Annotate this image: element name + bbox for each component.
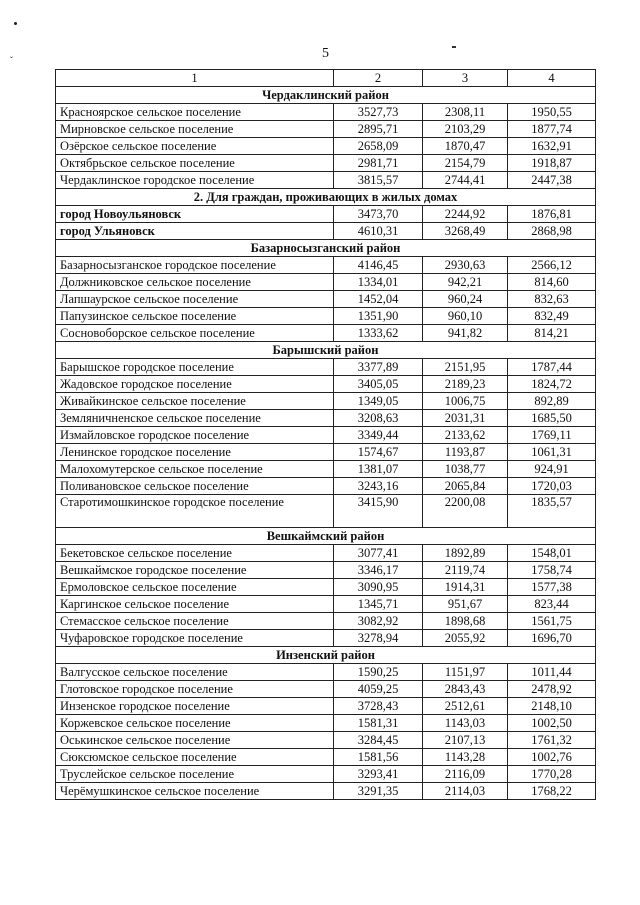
section-title: Барышский район [56, 342, 596, 359]
settlement-name: Каргинское сельское поселение [56, 596, 334, 613]
table-row [56, 257, 596, 274]
value-cell-col3: 2103,29 [423, 121, 508, 138]
table-row [56, 291, 596, 308]
value-cell-col4: 892,89 [508, 393, 596, 410]
value-cell-col3: 2116,09 [423, 766, 508, 783]
value-cell-col4: 1877,74 [508, 121, 596, 138]
table-row [56, 732, 596, 749]
table-body [56, 70, 596, 800]
settlement-name: город Ульяновск [56, 223, 334, 240]
value-cell-col2: 3284,45 [334, 732, 423, 749]
table-row [56, 410, 596, 427]
settlement-name: Сюксюмское сельское поселение [56, 749, 334, 766]
value-cell-col3: 2512,61 [423, 698, 508, 715]
value-cell-col3: 1151,97 [423, 664, 508, 681]
value-cell-col4: 814,60 [508, 274, 596, 291]
value-cell-col3: 1038,77 [423, 461, 508, 478]
value-cell-col3: 1898,68 [423, 613, 508, 630]
value-cell-col4: 1918,87 [508, 155, 596, 172]
settlement-name: Стемасское сельское поселение [56, 613, 334, 630]
table-row [56, 545, 596, 562]
value-cell-col3: 1143,28 [423, 749, 508, 766]
section-title: Вешкаймский район [56, 528, 596, 545]
value-cell-col2: 2981,71 [334, 155, 423, 172]
value-cell-col2: 1334,01 [334, 274, 423, 291]
tariff-table [55, 69, 596, 800]
settlement-name: Барышское городское поселение [56, 359, 334, 376]
settlement-name: Малохомутерское сельское поселение [56, 461, 334, 478]
value-cell-col4: 2868,98 [508, 223, 596, 240]
value-cell-col3: 3268,49 [423, 223, 508, 240]
value-cell-col4: 1720,03 [508, 478, 596, 495]
value-cell-col2: 3291,35 [334, 783, 423, 800]
value-cell-col2: 3405,05 [334, 376, 423, 393]
section-title: Инзенский район [56, 647, 596, 664]
settlement-name: Сосновоборское сельское поселение [56, 325, 334, 342]
value-cell-col4: 832,63 [508, 291, 596, 308]
table-row [56, 121, 596, 138]
value-cell-col4: 1061,31 [508, 444, 596, 461]
value-cell-col4: 1002,50 [508, 715, 596, 732]
value-cell-col2: 3077,41 [334, 545, 423, 562]
section-header-row [56, 342, 596, 359]
section-header-row [56, 528, 596, 545]
value-cell-col3: 2119,74 [423, 562, 508, 579]
header-cell: 1 [56, 70, 334, 87]
value-cell-col4: 1561,75 [508, 613, 596, 630]
value-cell-col3: 2200,08 [423, 495, 508, 528]
scan-speck [14, 22, 17, 25]
table-row [56, 783, 596, 800]
settlement-name: Лапшаурское сельское поселение [56, 291, 334, 308]
table-row [56, 376, 596, 393]
table-row [56, 478, 596, 495]
settlement-name: Коржевское сельское поселение [56, 715, 334, 732]
value-cell-col3: 1870,47 [423, 138, 508, 155]
value-cell-col4: 1002,76 [508, 749, 596, 766]
table-row [56, 427, 596, 444]
settlement-name: Красноярское сельское поселение [56, 104, 334, 121]
value-cell-col3: 942,21 [423, 274, 508, 291]
value-cell-col4: 1758,74 [508, 562, 596, 579]
table-row [56, 223, 596, 240]
value-cell-col2: 3415,90 [334, 495, 423, 528]
value-cell-col4: 2478,92 [508, 681, 596, 698]
value-cell-col2: 3278,94 [334, 630, 423, 647]
value-cell-col4: 1876,81 [508, 206, 596, 223]
settlement-name: Чуфаровское городское поселение [56, 630, 334, 647]
value-cell-col3: 2244,92 [423, 206, 508, 223]
value-cell-col4: 1787,44 [508, 359, 596, 376]
value-cell-col3: 2151,95 [423, 359, 508, 376]
value-cell-col2: 3293,41 [334, 766, 423, 783]
table-row [56, 461, 596, 478]
value-cell-col4: 814,21 [508, 325, 596, 342]
value-cell-col2: 3243,16 [334, 478, 423, 495]
value-cell-col2: 4146,45 [334, 257, 423, 274]
section-header-row [56, 87, 596, 104]
value-cell-col2: 3082,92 [334, 613, 423, 630]
value-cell-col3: 2107,13 [423, 732, 508, 749]
settlement-name: Старотимошкинское городское поселение [56, 495, 334, 528]
section-header-row [56, 240, 596, 257]
settlement-name: Озёрское сельское поселение [56, 138, 334, 155]
settlement-name: Чердаклинское городское поселение [56, 172, 334, 189]
scan-speck: ˇ [10, 55, 13, 65]
value-cell-col2: 3377,89 [334, 359, 423, 376]
settlement-name: Поливановское сельское поселение [56, 478, 334, 495]
value-cell-col3: 2065,84 [423, 478, 508, 495]
table-row [56, 681, 596, 698]
value-cell-col4: 823,44 [508, 596, 596, 613]
value-cell-col2: 1574,67 [334, 444, 423, 461]
header-cell: 4 [508, 70, 596, 87]
table-row [56, 274, 596, 291]
table-row [56, 630, 596, 647]
settlement-name: город Новоульяновск [56, 206, 334, 223]
value-cell-col4: 1011,44 [508, 664, 596, 681]
section-header-row [56, 647, 596, 664]
value-cell-col3: 2308,11 [423, 104, 508, 121]
table-row [56, 308, 596, 325]
value-cell-col4: 2148,10 [508, 698, 596, 715]
value-cell-col4: 1770,28 [508, 766, 596, 783]
settlement-name: Папузинское сельское поселение [56, 308, 334, 325]
settlement-name: Земляничненское сельское поселение [56, 410, 334, 427]
value-cell-col3: 1006,75 [423, 393, 508, 410]
value-cell-col2: 1351,90 [334, 308, 423, 325]
settlement-name: Октябрьское сельское поселение [56, 155, 334, 172]
value-cell-col3: 1193,87 [423, 444, 508, 461]
page-number: 5 [322, 46, 329, 61]
settlement-name: Черёмушкинское сельское поселение [56, 783, 334, 800]
value-cell-col4: 1950,55 [508, 104, 596, 121]
value-cell-col4: 2447,38 [508, 172, 596, 189]
value-cell-col3: 2930,63 [423, 257, 508, 274]
table-row [56, 715, 596, 732]
value-cell-col2: 3208,63 [334, 410, 423, 427]
table-row [56, 444, 596, 461]
value-cell-col2: 3090,95 [334, 579, 423, 596]
value-cell-col4: 1835,57 [508, 495, 596, 528]
value-cell-col2: 1590,25 [334, 664, 423, 681]
value-cell-col2: 1581,31 [334, 715, 423, 732]
table-row [56, 749, 596, 766]
settlement-name: Валгусское сельское поселение [56, 664, 334, 681]
value-cell-col2: 1333,62 [334, 325, 423, 342]
table-row [56, 104, 596, 121]
settlement-name: Бекетовское сельское поселение [56, 545, 334, 562]
table-row [56, 138, 596, 155]
settlement-name: Ленинское городское поселение [56, 444, 334, 461]
value-cell-col2: 3728,43 [334, 698, 423, 715]
value-cell-col2: 1345,71 [334, 596, 423, 613]
table-row [56, 613, 596, 630]
settlement-name: Живайкинское сельское поселение [56, 393, 334, 410]
value-cell-col3: 2114,03 [423, 783, 508, 800]
settlement-name: Труслейское сельское поселение [56, 766, 334, 783]
settlement-name: Ермоловское сельское поселение [56, 579, 334, 596]
settlement-name: Инзенское городское поселение [56, 698, 334, 715]
value-cell-col3: 2189,23 [423, 376, 508, 393]
value-cell-col2: 2658,09 [334, 138, 423, 155]
settlement-name: Должниковское сельское поселение [56, 274, 334, 291]
header-cell: 3 [423, 70, 508, 87]
table-row [56, 562, 596, 579]
value-cell-col4: 832,49 [508, 308, 596, 325]
value-cell-col3: 2843,43 [423, 681, 508, 698]
value-cell-col3: 1892,89 [423, 545, 508, 562]
header-cell: 2 [334, 70, 423, 87]
value-cell-col4: 1824,72 [508, 376, 596, 393]
value-cell-col2: 1381,07 [334, 461, 423, 478]
section-title: Базарносызганский район [56, 240, 596, 257]
value-cell-col3: 941,82 [423, 325, 508, 342]
value-cell-col2: 3815,57 [334, 172, 423, 189]
table-row [56, 155, 596, 172]
table-row [56, 766, 596, 783]
value-cell-col2: 2895,71 [334, 121, 423, 138]
value-cell-col4: 1577,38 [508, 579, 596, 596]
value-cell-col3: 1143,03 [423, 715, 508, 732]
value-cell-col4: 1548,01 [508, 545, 596, 562]
value-cell-col2: 4610,31 [334, 223, 423, 240]
scan-speck [452, 46, 456, 48]
value-cell-col2: 1581,56 [334, 749, 423, 766]
value-cell-col4: 1768,22 [508, 783, 596, 800]
table-row [56, 325, 596, 342]
table-row [56, 359, 596, 376]
section-title: Чердаклинский район [56, 87, 596, 104]
value-cell-col3: 2055,92 [423, 630, 508, 647]
value-cell-col2: 3473,70 [334, 206, 423, 223]
value-cell-col4: 1761,32 [508, 732, 596, 749]
table-row [56, 698, 596, 715]
value-cell-col4: 1632,91 [508, 138, 596, 155]
value-cell-col2: 1349,05 [334, 393, 423, 410]
table-row [56, 172, 596, 189]
value-cell-col2: 3527,73 [334, 104, 423, 121]
value-cell-col4: 1769,11 [508, 427, 596, 444]
section-title: 2. Для граждан, проживающих в жилых домах [56, 189, 596, 206]
value-cell-col3: 951,67 [423, 596, 508, 613]
value-cell-col4: 2566,12 [508, 257, 596, 274]
value-cell-col3: 960,10 [423, 308, 508, 325]
settlement-name: Глотовское городское поселение [56, 681, 334, 698]
table-row [56, 579, 596, 596]
value-cell-col3: 2744,41 [423, 172, 508, 189]
header-row [56, 70, 596, 87]
value-cell-col2: 3349,44 [334, 427, 423, 444]
value-cell-col2: 3346,17 [334, 562, 423, 579]
section-header-row [56, 189, 596, 206]
settlement-name: Измайловское городское поселение [56, 427, 334, 444]
value-cell-col4: 1696,70 [508, 630, 596, 647]
value-cell-col3: 2154,79 [423, 155, 508, 172]
settlement-name: Жадовское городское поселение [56, 376, 334, 393]
settlement-name: Мирновское сельское поселение [56, 121, 334, 138]
value-cell-col3: 2031,31 [423, 410, 508, 427]
value-cell-col3: 2133,62 [423, 427, 508, 444]
table-row [56, 664, 596, 681]
table-row [56, 495, 596, 528]
table-row [56, 596, 596, 613]
settlement-name: Вешкаймское городское поселение [56, 562, 334, 579]
value-cell-col3: 960,24 [423, 291, 508, 308]
value-cell-col2: 4059,25 [334, 681, 423, 698]
table-row [56, 206, 596, 223]
value-cell-col4: 924,91 [508, 461, 596, 478]
value-cell-col3: 1914,31 [423, 579, 508, 596]
value-cell-col4: 1685,50 [508, 410, 596, 427]
table-row [56, 393, 596, 410]
settlement-name: Оськинское сельское поселение [56, 732, 334, 749]
value-cell-col2: 1452,04 [334, 291, 423, 308]
settlement-name: Базарносызганское городское поселение [56, 257, 334, 274]
